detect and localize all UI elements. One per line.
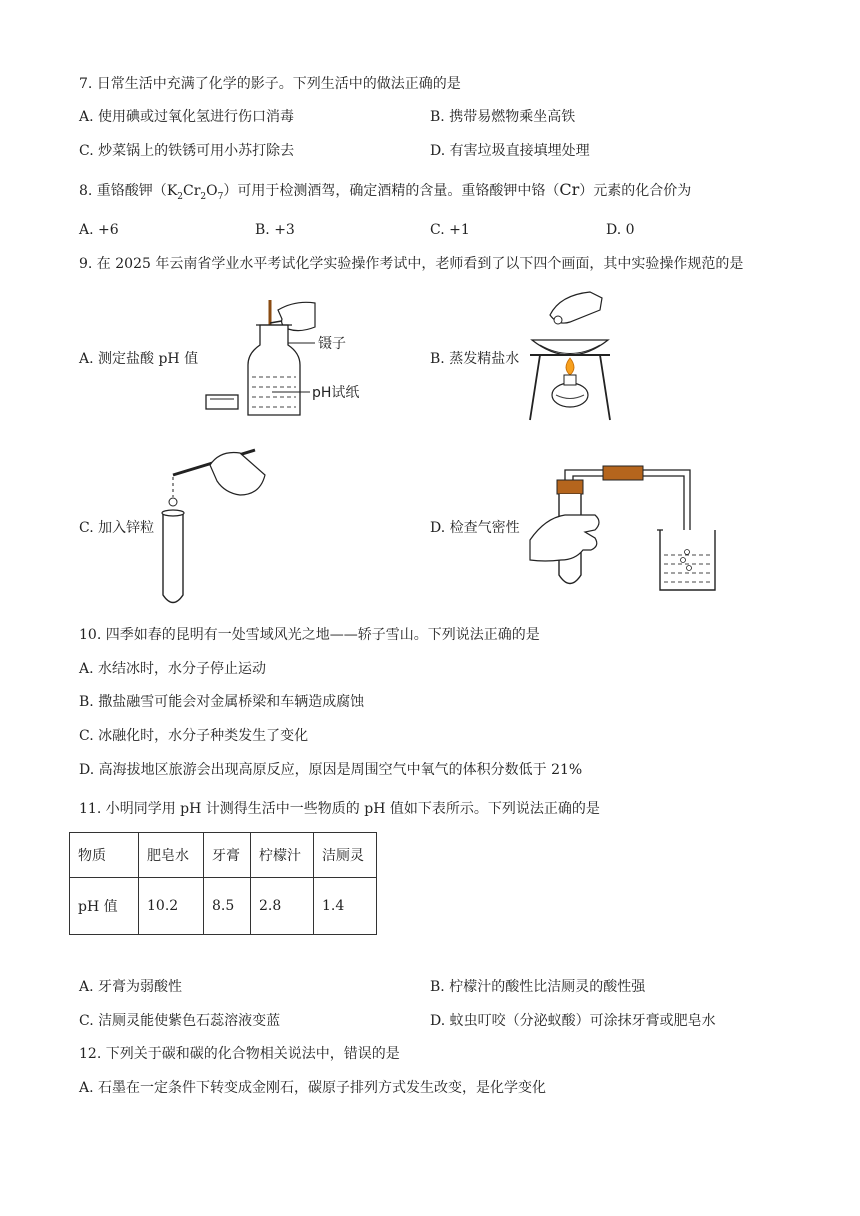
evaporation-illustration xyxy=(520,290,620,425)
q7-option-a: A. 使用碘或过氧化氢进行伤口消毒 xyxy=(79,109,295,125)
q11-option-d: D. 蚊虫叮咬（分泌蚁酸）可涂抹牙膏或肥皂水 xyxy=(430,1013,716,1029)
q9-stem: 9. 在 2025 年云南省学业水平考试化学实验操作考试中，老师看到了以下四个画面，其中实验操作规范的是 xyxy=(79,256,744,272)
q9-option-c: C. 加入锌粒 xyxy=(79,520,155,536)
q10-stem: 10. 四季如春的昆明有一处雪域风光之地——轿子雪山。下列说法正确的是 xyxy=(79,627,540,643)
q8-option-c: C. +1 xyxy=(430,222,470,238)
q7-option-d: D. 有害垃圾直接填埋处理 xyxy=(430,143,590,159)
table-cell: pH 值 xyxy=(70,878,139,935)
q10-option-c: C. 冰融化时，水分子种类发生了变化 xyxy=(79,728,309,744)
q10-option-b: B. 撒盐融雪可能会对金属桥梁和车辆造成腐蚀 xyxy=(79,694,365,710)
airtightness-illustration xyxy=(525,460,720,595)
q7-option-c: C. 炒菜锅上的铁锈可用小苏打除去 xyxy=(79,143,295,159)
table-cell: 2.8 xyxy=(251,878,314,935)
table-cell: 1.4 xyxy=(314,878,377,935)
q11-stem: 11. 小明同学用 pH 计测得生活中一些物质的 pH 值如下表所示。下列说法正确的是 xyxy=(79,801,600,817)
q7-stem: 7. 日常生活中充满了化学的影子。下列生活中的做法正确的是 xyxy=(79,76,461,92)
q8-option-b: B. +3 xyxy=(255,222,295,238)
q9-option-a: A. 测定盐酸 pH 值 xyxy=(79,351,199,367)
ph-paper-label: pH试纸 xyxy=(312,385,360,401)
table-header-cell: 物质 xyxy=(70,833,139,878)
q10-option-d: D. 高海拔地区旅游会出现高原反应，原因是周围空气中氧气的体积分数低于 21% xyxy=(79,762,583,778)
q8-stem: 8. 重铬酸钾$(K_2Cr_2O_7)$可用于检测酒驾，确定酒精的含量。重铬酸钾中铬（Cr）元素的化合价为 xyxy=(79,180,692,202)
q9-option-d: D. 检查气密性 xyxy=(430,520,520,536)
table-header-cell: 牙膏 xyxy=(204,833,251,878)
q8-option-a: A. +6 xyxy=(79,222,119,238)
table-header-row xyxy=(70,833,377,878)
table-header-cell: 肥皂水 xyxy=(139,833,204,878)
q12-stem: 12. 下列关于碳和碳的化合物相关说法中，错误的是 xyxy=(79,1046,400,1062)
table-header-cell: 柠檬汁 xyxy=(251,833,314,878)
q7-option-b: B. 携带易燃物乘坐高铁 xyxy=(430,109,576,125)
q10-option-a: A. 水结冰时，水分子停止运动 xyxy=(79,661,267,677)
table-cell: 8.5 xyxy=(204,878,251,935)
q11-option-b: B. 柠檬汁的酸性比洁厕灵的酸性强 xyxy=(430,979,646,995)
q8-option-d: D. 0 xyxy=(606,222,635,238)
tweezers-label: 镊子 xyxy=(318,336,346,352)
q11-option-c: C. 洁厕灵能使紫色石蕊溶液变蓝 xyxy=(79,1013,281,1029)
zinc-granule-illustration xyxy=(155,445,270,610)
table-row xyxy=(70,878,377,935)
q12-option-a: A. 石墨在一定条件下转变成金刚石，碳原子排列方式发生改变，是化学变化 xyxy=(79,1080,547,1096)
ph-table xyxy=(69,832,377,935)
table-cell: 10.2 xyxy=(139,878,204,935)
table-header-cell: 洁厕灵 xyxy=(314,833,377,878)
q11-option-a: A. 牙膏为弱酸性 xyxy=(79,979,183,995)
q9-option-b: B. 蒸发精盐水 xyxy=(430,351,520,367)
